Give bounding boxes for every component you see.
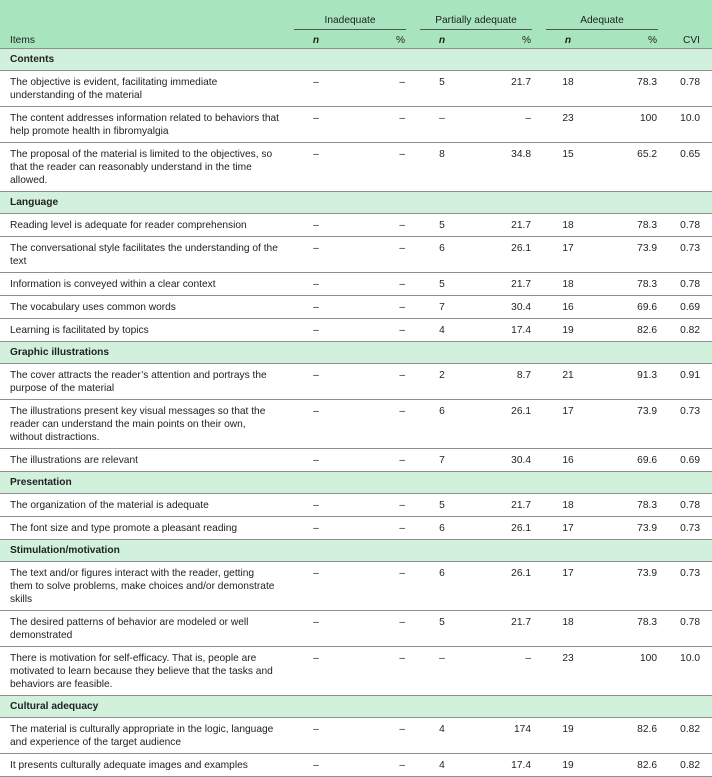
partially-pct-cell: 21.7 (471, 273, 539, 296)
adequate-pct-cell: 73.9 (597, 237, 665, 273)
table-row (0, 237, 712, 273)
inadequate-n-cell: – (287, 214, 345, 237)
group-partially-adequate: Partially adequate (413, 0, 539, 32)
cvi-cell: 0.73 (665, 517, 712, 540)
inadequate-pct-cell: – (345, 364, 413, 400)
cvi-header: CVI (665, 32, 712, 49)
partially-pct-cell: 174 (471, 718, 539, 754)
partially-pct-cell: 26.1 (471, 400, 539, 449)
item-cell: The illustrations present key visual messages so that the reader can understand the main points on their own, without distractions. (0, 400, 287, 449)
inadequate-pct-cell: – (345, 400, 413, 449)
item-cell: The organization of the material is adequate (0, 494, 287, 517)
cvi-cell: 0.69 (665, 449, 712, 472)
table-row (0, 296, 712, 319)
cvi-cell: 0.78 (665, 494, 712, 517)
inadequate-pct-cell: – (345, 143, 413, 192)
adequate-n-cell: 19 (539, 319, 597, 342)
table-row (0, 400, 712, 449)
partially-n-cell: 4 (413, 319, 471, 342)
partially-pct-cell: 26.1 (471, 237, 539, 273)
inadequate-pct-cell: – (345, 237, 413, 273)
item-cell: There is motivation for self-efficacy. That is, people are motivated to learn because they believe that the tasks and behaviors are feasible. (0, 647, 287, 696)
table-row (0, 562, 712, 611)
partially-n-cell: 5 (413, 214, 471, 237)
partially-n-cell: 6 (413, 517, 471, 540)
inadequate-n-cell: – (287, 296, 345, 319)
partially-n-cell: 5 (413, 494, 471, 517)
partially-n-cell: – (413, 107, 471, 143)
table-row (0, 611, 712, 647)
adequate-pct-cell: 78.3 (597, 214, 665, 237)
item-cell: It presents culturally adequate images and examples (0, 754, 287, 777)
partially-pct-cell: 30.4 (471, 449, 539, 472)
partially-n-cell: 6 (413, 562, 471, 611)
adequate-n-cell: 23 (539, 107, 597, 143)
item-cell: The illustrations are relevant (0, 449, 287, 472)
inadequate-pct-cell: – (345, 494, 413, 517)
table-row (0, 214, 712, 237)
adequate-pct-cell: 73.9 (597, 400, 665, 449)
cvi-cell: 0.82 (665, 319, 712, 342)
cvi-cell: 0.73 (665, 562, 712, 611)
adequate-pct-cell: 69.6 (597, 296, 665, 319)
inadequate-n-cell: – (287, 754, 345, 777)
inadequate-n-cell: – (287, 611, 345, 647)
section-header-row (0, 342, 712, 364)
section-header-row (0, 49, 712, 71)
inadequate-n-header: n (287, 32, 345, 49)
cvi-cell: 10.0 (665, 107, 712, 143)
partially-n-cell: 5 (413, 611, 471, 647)
adequate-n-cell: 15 (539, 143, 597, 192)
adequate-pct-cell: 82.6 (597, 754, 665, 777)
partially-n-cell: – (413, 647, 471, 696)
partially-pct-cell: 21.7 (471, 214, 539, 237)
partially-pct-cell: 30.4 (471, 296, 539, 319)
table-row (0, 143, 712, 192)
inadequate-n-cell: – (287, 143, 345, 192)
cvi-cell: 0.91 (665, 364, 712, 400)
inadequate-n-cell: – (287, 364, 345, 400)
adequate-pct-cell: 82.6 (597, 319, 665, 342)
inadequate-n-cell: – (287, 562, 345, 611)
cvi-cell: 0.69 (665, 296, 712, 319)
inadequate-pct-cell: – (345, 296, 413, 319)
section-title: Stimulation/motivation (0, 540, 712, 562)
table-row (0, 754, 712, 777)
adequate-n-cell: 18 (539, 611, 597, 647)
item-cell: The vocabulary uses common words (0, 296, 287, 319)
inadequate-n-cell: – (287, 71, 345, 107)
group-inadequate: Inadequate (287, 0, 413, 32)
item-cell: Learning is facilitated by topics (0, 319, 287, 342)
table-row (0, 273, 712, 296)
cvi-cell: 10.0 (665, 647, 712, 696)
inadequate-n-cell: – (287, 273, 345, 296)
inadequate-pct-header: % (345, 32, 413, 49)
section-title: Graphic illustrations (0, 342, 712, 364)
cvi-cell: 0.65 (665, 143, 712, 192)
partially-pct-cell: – (471, 107, 539, 143)
item-cell: Information is conveyed within a clear context (0, 273, 287, 296)
adequate-n-cell: 17 (539, 517, 597, 540)
adequate-n-cell: 17 (539, 562, 597, 611)
item-cell: The cover attracts the reader’s attention and portrays the purpose of the material (0, 364, 287, 400)
partially-n-cell: 5 (413, 71, 471, 107)
section-header-row (0, 540, 712, 562)
inadequate-pct-cell: – (345, 449, 413, 472)
section-title: Contents (0, 49, 712, 71)
inadequate-pct-cell: – (345, 718, 413, 754)
section-title: Presentation (0, 472, 712, 494)
item-cell: The material is culturally appropriate in the logic, language and experience of the target audience (0, 718, 287, 754)
partially-n-cell: 4 (413, 718, 471, 754)
inadequate-n-cell: – (287, 107, 345, 143)
table-row (0, 718, 712, 754)
inadequate-pct-cell: – (345, 562, 413, 611)
partially-pct-cell: 26.1 (471, 517, 539, 540)
adequate-pct-cell: 100 (597, 647, 665, 696)
section-title: Language (0, 192, 712, 214)
partially-n-cell: 5 (413, 273, 471, 296)
partially-n-header: n (413, 32, 471, 49)
adequate-n-cell: 23 (539, 647, 597, 696)
table-row (0, 647, 712, 696)
item-cell: The desired patterns of behavior are modeled or well demonstrated (0, 611, 287, 647)
inadequate-pct-cell: – (345, 214, 413, 237)
adequate-n-cell: 19 (539, 754, 597, 777)
item-cell: The conversational style facilitates the understanding of the text (0, 237, 287, 273)
partially-n-cell: 6 (413, 400, 471, 449)
cvi-cell: 0.78 (665, 214, 712, 237)
adequate-n-cell: 17 (539, 400, 597, 449)
partially-n-cell: 7 (413, 449, 471, 472)
group-adequate: Adequate (539, 0, 665, 32)
table-row (0, 449, 712, 472)
partially-pct-cell: 21.7 (471, 494, 539, 517)
adequate-pct-cell: 91.3 (597, 364, 665, 400)
inadequate-n-cell: – (287, 449, 345, 472)
inadequate-pct-cell: – (345, 319, 413, 342)
adequate-n-header: n (539, 32, 597, 49)
cvi-cell: 0.78 (665, 611, 712, 647)
item-cell: The content addresses information related to behaviors that help promote health in fibromyalgia (0, 107, 287, 143)
cvi-cell: 0.82 (665, 718, 712, 754)
partially-n-cell: 4 (413, 754, 471, 777)
table-header (0, 0, 712, 49)
inadequate-pct-cell: – (345, 71, 413, 107)
adequate-pct-cell: 78.3 (597, 71, 665, 107)
inadequate-n-cell: – (287, 319, 345, 342)
adequate-n-cell: 19 (539, 718, 597, 754)
inadequate-n-cell: – (287, 517, 345, 540)
inadequate-pct-cell: – (345, 611, 413, 647)
partially-pct-cell: 17.4 (471, 319, 539, 342)
cvi-cell: 0.78 (665, 273, 712, 296)
partially-pct-cell: 8.7 (471, 364, 539, 400)
table-row (0, 319, 712, 342)
cvi-cell: 0.82 (665, 754, 712, 777)
inadequate-pct-cell: – (345, 517, 413, 540)
cvi-cell: 0.73 (665, 237, 712, 273)
cvi-cell: 0.73 (665, 400, 712, 449)
adequate-n-cell: 17 (539, 237, 597, 273)
adequate-pct-cell: 73.9 (597, 517, 665, 540)
section-header-row (0, 192, 712, 214)
table-row (0, 517, 712, 540)
section-header-row (0, 696, 712, 718)
partially-pct-cell: 34.8 (471, 143, 539, 192)
adequate-pct-cell: 78.3 (597, 494, 665, 517)
partially-n-cell: 2 (413, 364, 471, 400)
partially-n-cell: 6 (413, 237, 471, 273)
adequate-pct-cell: 78.3 (597, 273, 665, 296)
adequate-n-cell: 21 (539, 364, 597, 400)
table-row (0, 494, 712, 517)
adequate-pct-cell: 78.3 (597, 611, 665, 647)
item-cell: The font size and type promote a pleasant reading (0, 517, 287, 540)
section-header-row (0, 472, 712, 494)
table-row (0, 364, 712, 400)
section-title: Cultural adequacy (0, 696, 712, 718)
adequate-n-cell: 16 (539, 296, 597, 319)
partially-n-cell: 8 (413, 143, 471, 192)
item-cell: Reading level is adequate for reader comprehension (0, 214, 287, 237)
adequate-n-cell: 18 (539, 494, 597, 517)
partially-pct-cell: – (471, 647, 539, 696)
adequate-n-cell: 18 (539, 71, 597, 107)
item-cell: The text and/or figures interact with the reader, getting them to solve problems, make choices and/or demonstrate skills (0, 562, 287, 611)
adequate-n-cell: 16 (539, 449, 597, 472)
table-row (0, 71, 712, 107)
item-cell: The objective is evident, facilitating immediate understanding of the material (0, 71, 287, 107)
inadequate-n-cell: – (287, 494, 345, 517)
inadequate-pct-cell: – (345, 273, 413, 296)
adequate-pct-cell: 100 (597, 107, 665, 143)
item-cell: The proposal of the material is limited to the objectives, so that the reader can reasonably understand in the time allowed. (0, 143, 287, 192)
partially-pct-header: % (471, 32, 539, 49)
inadequate-n-cell: – (287, 718, 345, 754)
adequate-pct-cell: 82.6 (597, 718, 665, 754)
adequate-pct-cell: 65.2 (597, 143, 665, 192)
items-header: Items (0, 32, 287, 49)
partially-pct-cell: 26.1 (471, 562, 539, 611)
table-row (0, 107, 712, 143)
inadequate-n-cell: – (287, 237, 345, 273)
inadequate-pct-cell: – (345, 107, 413, 143)
inadequate-n-cell: – (287, 400, 345, 449)
cvi-cell: 0.78 (665, 71, 712, 107)
partially-pct-cell: 21.7 (471, 71, 539, 107)
partially-pct-cell: 17.4 (471, 754, 539, 777)
adequate-n-cell: 18 (539, 273, 597, 296)
partially-n-cell: 7 (413, 296, 471, 319)
inadequate-n-cell: – (287, 647, 345, 696)
inadequate-pct-cell: – (345, 754, 413, 777)
adequate-pct-header: % (597, 32, 665, 49)
table-body (0, 49, 712, 777)
adequate-n-cell: 18 (539, 214, 597, 237)
partially-pct-cell: 21.7 (471, 611, 539, 647)
adequate-pct-cell: 73.9 (597, 562, 665, 611)
adequate-pct-cell: 69.6 (597, 449, 665, 472)
inadequate-pct-cell: – (345, 647, 413, 696)
